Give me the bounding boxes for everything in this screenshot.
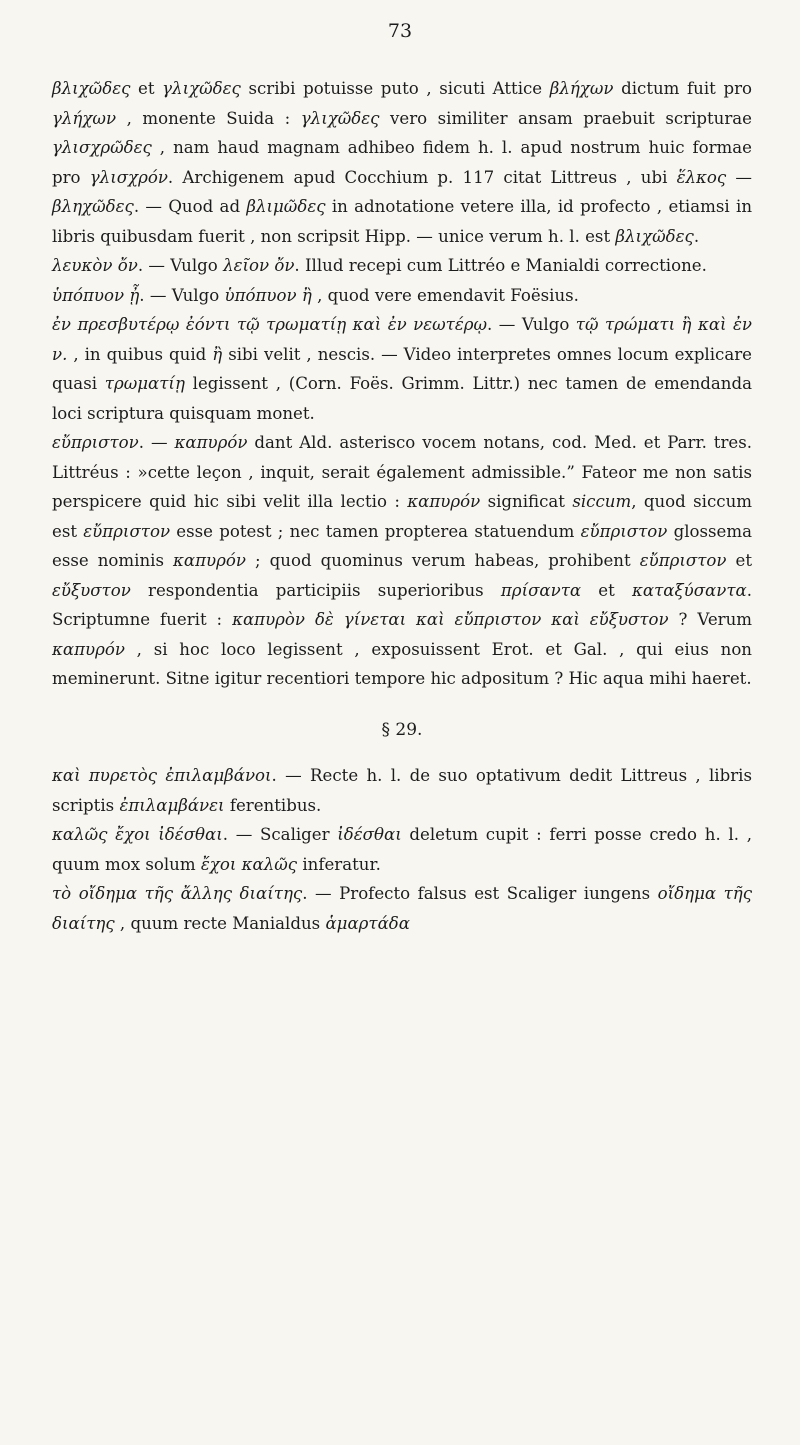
paragraph-p7 — [52, 820, 752, 879]
latin-text: , in quibus quid — [67, 344, 213, 364]
latin-text: scribi potuisse puto , sicuti Attice — [240, 79, 550, 98]
latin-text: ; quod quominus verum habeas, prohibent — [245, 551, 640, 570]
greek-lemma: γλισχρόν — [89, 167, 168, 187]
greek-lemma: ἔχοι καλῶς — [200, 854, 298, 874]
paragraph-p1 — [52, 74, 752, 251]
greek-lemma: εὔπριστον — [639, 551, 727, 570]
commentary-text — [52, 74, 752, 938]
paragraph-p3 — [52, 281, 752, 311]
greek-lemma: τὸ οἴδημα τῆς ἄλλης διαίτης — [52, 884, 303, 903]
greek-lemma: ἢ — [212, 344, 223, 364]
greek-lemma: λευκὸν ὄν — [52, 256, 138, 275]
greek-lemma: βλιχῶδες — [52, 79, 131, 98]
greek-lemma: καπυρόν — [174, 433, 248, 452]
latin-text: et — [130, 79, 163, 98]
greek-lemma: εὔπριστον — [52, 433, 139, 452]
greek-lemma: βλιμῶδες — [246, 197, 326, 216]
latin-text: . Archigenem apud Cocchium p. 117 citat Littreus , ubi — [167, 167, 677, 187]
paragraph-p4 — [52, 310, 752, 428]
greek-lemma: ἐν πρεσβυτέρῳ ἐόντι τῷ τρωματίῃ καὶ ἐν νεωτέρῳ — [52, 315, 488, 334]
latin-text: . — Vulgo — [137, 256, 224, 275]
latin-text: respondentia participiis superioribus — [130, 580, 501, 600]
latin-text: . — Profecto falsus est Scaliger iungens — [302, 884, 658, 903]
greek-lemma: εὔπριστον — [580, 521, 668, 541]
italic-term: siccum — [572, 492, 632, 511]
greek-lemma: τῷ τρώματι ἢ καὶ ἐν ν. — [52, 315, 752, 364]
latin-text: ferentibus. — [224, 795, 322, 815]
greek-lemma: γλήχων — [52, 108, 117, 128]
latin-text: in adnotatione vetere illa, id profecto , etiamsi in libris quibusdam fuerit , non scripsit Hipp. — unice verum h. l. est — [52, 197, 753, 246]
latin-text: dant Ald. asterisco vocem notans, cod. Med. et Parr. tres. Littréus : »cette leçon , inquit, serait également admissible.” Fateor me non satis perspicere quid hic sibi velit illa lectio : — [52, 433, 753, 511]
latin-text: . — — [138, 433, 175, 452]
latin-text: . Illud recepi cum Littréo e Manialdi correctione. — [294, 256, 707, 275]
latin-text: inferatur. — [297, 854, 381, 874]
latin-text: ? Verum — [668, 610, 753, 629]
greek-lemma: καλῶς ἔχοι ἰδέσθαι — [52, 825, 223, 844]
latin-text: — — [726, 167, 752, 187]
latin-text: , quod siccum est — [52, 492, 752, 541]
greek-lemma: πρίσαντα — [500, 580, 582, 600]
paragraph-p6 — [52, 761, 752, 820]
page-number: 73 — [387, 20, 413, 42]
latin-text: . — Scaliger — [222, 825, 338, 844]
latin-text: . — Vulgo — [487, 315, 576, 334]
greek-lemma: βληχῶδες — [52, 197, 134, 216]
greek-lemma: καπυρόν — [407, 492, 481, 511]
latin-text: , si hoc loco legissent , exposuissent Erot. et Gal. , qui eius non meminerunt. Sitne igitur recentiori tempore hic adpositum ? Hic aqua mihi haeret. — [52, 639, 752, 688]
latin-text: . — Recte h. l. de suo optativum dedit Littreus , libris scriptis — [52, 766, 752, 815]
greek-lemma: ἁμαρτάδα — [325, 913, 410, 933]
latin-text: vero similiter ansam praebuit scripturae — [379, 108, 752, 128]
greek-lemma: γλισχρῶδες — [52, 138, 152, 157]
greek-lemma: ἐπιλαμβάνει — [119, 795, 225, 815]
latin-text: , quod vere emendavit Foësius. — [311, 285, 579, 305]
latin-text: , nam haud magnam adhibeo fidem h. l. apud nostrum huic formae pro — [52, 138, 752, 187]
latin-text: , monente Suida : — [116, 108, 301, 128]
latin-text: esse potest ; nec tamen propterea statuendum — [170, 521, 581, 541]
greek-lemma: καπυρὸν δὲ γίνεται καὶ εὔπριστον καὶ εὔξυστον — [232, 610, 669, 629]
greek-lemma: εὔπριστον — [83, 521, 171, 541]
section-heading: § 29. — [381, 719, 423, 740]
greek-lemma: καπυρόν — [173, 551, 246, 570]
greek-lemma: γλιχῶδες — [162, 79, 241, 98]
latin-text: deletum cupit : ferri posse credo h. l. , quum mox solum — [52, 825, 752, 874]
latin-text: legissent , (Corn. Foës. Grimm. Littr.) nec tamen de emendanda loci scriptura quisquam monet. — [52, 374, 752, 423]
latin-text: et — [581, 580, 632, 600]
latin-text: . Scriptumne fuerit : — [52, 580, 752, 629]
greek-lemma: οἴδημα τῆς διαίτης — [52, 884, 752, 933]
greek-lemma: βλήχων — [549, 79, 614, 98]
greek-lemma: καὶ πυρετὸς ἐπιλαμβάνοι — [52, 766, 272, 785]
latin-text: dictum fuit pro — [613, 79, 752, 98]
latin-text: sibi velit , nescis. — Video interpretes omnes locum explicare quasi — [52, 344, 752, 393]
greek-lemma: ἕλκος — [676, 167, 727, 187]
greek-lemma: τρωματίῃ — [104, 374, 185, 393]
greek-lemma: καπυρόν — [52, 639, 125, 659]
latin-text: . — Vulgo — [139, 285, 225, 305]
greek-lemma: λεῖον ὄν — [223, 256, 295, 275]
paragraph-p8 — [52, 879, 752, 938]
paragraph-p2 — [52, 251, 752, 281]
greek-lemma: ἰδέσθαι — [337, 825, 402, 844]
latin-text: . — Quod ad — [133, 197, 247, 216]
latin-text: significat — [480, 492, 573, 511]
greek-lemma: ὑπόπυον ἢ — [224, 285, 312, 305]
latin-text: , quum recte Manialdus — [114, 913, 326, 933]
greek-lemma: ὑπόπυον ᾖ — [52, 285, 140, 305]
greek-lemma: γλιχῶδες — [300, 108, 380, 128]
greek-lemma: εὔξυστον — [52, 580, 131, 600]
paragraph-p5 — [52, 428, 752, 694]
latin-text: glossema esse nominis — [52, 521, 752, 570]
latin-text: . — [693, 226, 700, 246]
greek-lemma: βλιχῶδες — [615, 226, 694, 246]
greek-lemma: καταξύσαντα — [632, 580, 747, 600]
latin-text: et — [726, 551, 753, 570]
